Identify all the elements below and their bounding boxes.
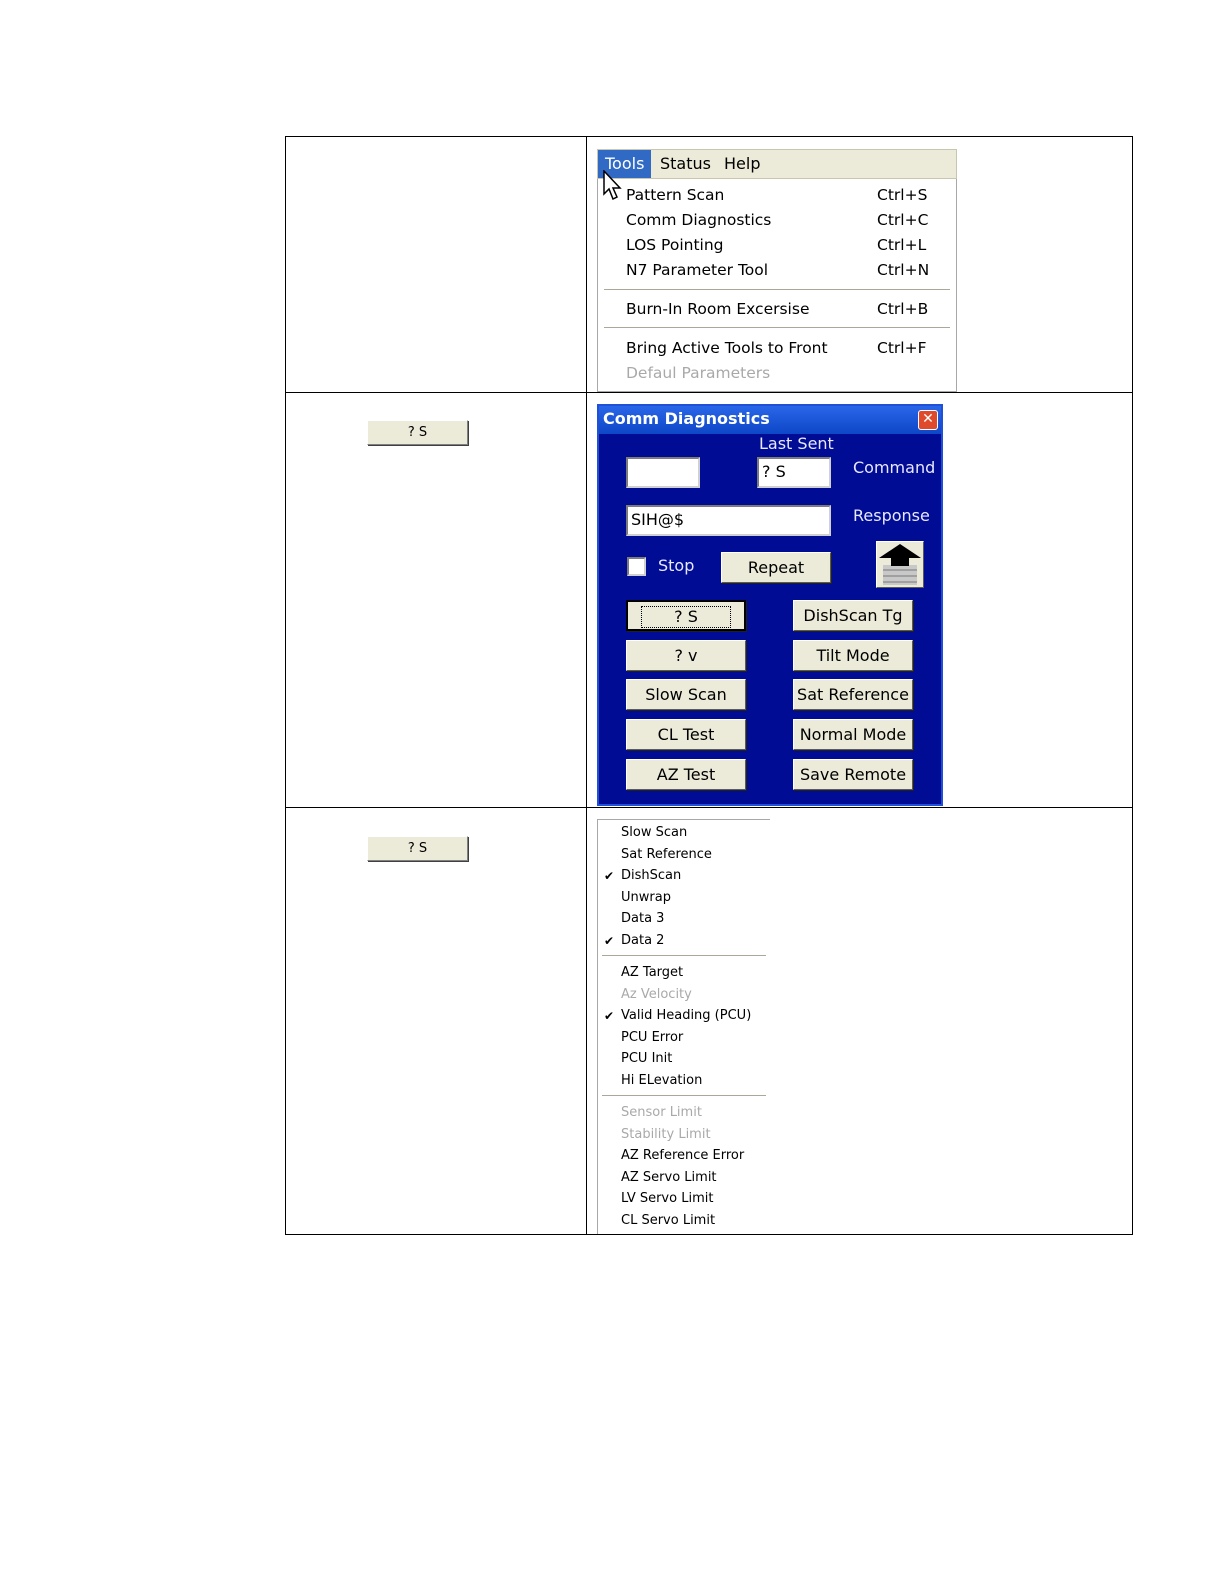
menu-tools[interactable]: Tools [598,150,651,178]
menu-item-bring-to-front[interactable]: Bring Active Tools to Front [626,339,828,357]
close-icon[interactable]: ✕ [918,410,938,430]
status-item-az-reference-error[interactable]: AZ Reference Error [621,1148,745,1163]
query-v-button[interactable]: ? v [626,640,746,671]
menu-separator [602,1095,766,1099]
query-s-button[interactable] [626,600,746,631]
shortcut-label: Ctrl+B [877,300,929,318]
status-item-cl-servo-limit[interactable]: CL Servo Limit [621,1213,716,1228]
dishscan-tg-button[interactable]: DishScan Tg [793,600,913,631]
status-item-valid-heading[interactable]: Valid Heading (PCU) [621,1008,752,1023]
title-bar[interactable] [599,406,941,434]
menu-help[interactable]: Help [724,154,761,173]
shortcut-label: Ctrl+L [877,236,927,254]
menu-separator [604,289,950,293]
up-arrow-icon [877,542,923,587]
shortcut-label: Ctrl+S [877,186,928,204]
menu-separator [604,327,950,331]
response-label: Response [853,506,930,525]
menu-status[interactable]: Status [660,154,711,173]
shortcut-label: Ctrl+N [877,261,930,279]
shortcut-label: Ctrl+C [877,211,929,229]
query-s-label: ? S [641,606,731,628]
status-item-lv-servo-limit[interactable]: LV Servo Limit [621,1191,714,1206]
table-column-divider [586,136,587,1235]
menu-separator [602,955,766,959]
menu-bar [597,149,957,179]
save-remote-button[interactable]: Save Remote [793,759,913,790]
status-item-dishscan[interactable]: DishScan [621,868,682,883]
check-icon: ✔ [604,869,615,883]
last-sent-label: Last Sent [759,434,834,453]
menu-item-n7-parameter-tool[interactable]: N7 Parameter Tool [626,261,769,279]
status-item-data-2[interactable]: Data 2 [621,933,665,948]
status-item-az-velocity: Az Velocity [621,987,692,1002]
response-field: SIH@$ [626,505,831,536]
shortcut-label: Ctrl+F [877,339,927,357]
check-icon: ✔ [604,1009,615,1023]
menu-item-comm-diagnostics[interactable]: Comm Diagnostics [626,211,772,229]
status-item-stability-limit: Stability Limit [621,1127,711,1142]
status-item-az-servo-limit[interactable]: AZ Servo Limit [621,1170,717,1185]
table-row-divider [285,807,1133,808]
tilt-mode-button[interactable]: Tilt Mode [793,640,913,671]
tools-dropdown [597,179,957,392]
normal-mode-button[interactable]: Normal Mode [793,719,913,750]
az-test-button[interactable]: AZ Test [626,759,746,790]
status-item-az-target[interactable]: AZ Target [621,965,684,980]
repeat-button[interactable]: Repeat [721,552,831,583]
query-status-button[interactable]: ? S [367,836,468,861]
status-item-hi-elevation[interactable]: Hi ELevation [621,1073,703,1088]
status-item-pcu-init[interactable]: PCU Init [621,1051,673,1066]
sat-reference-button[interactable]: Sat Reference [793,679,913,710]
status-item-data-3[interactable]: Data 3 [621,911,665,926]
status-item-sensor-limit: Sensor Limit [621,1105,702,1120]
stop-label: Stop [658,556,695,575]
command-input[interactable] [626,457,700,488]
slow-scan-button[interactable]: Slow Scan [626,679,746,710]
menu-item-burn-in[interactable]: Burn-In Room Excersise [626,300,810,318]
status-item-pcu-error[interactable]: PCU Error [621,1030,684,1045]
cl-test-button[interactable]: CL Test [626,719,746,750]
status-item-sat-reference[interactable]: Sat Reference [621,847,712,862]
last-sent-field: ? S [757,457,831,488]
check-icon: ✔ [604,934,615,948]
command-label: Command [853,458,936,477]
menu-item-los-pointing[interactable]: LOS Pointing [626,236,724,254]
send-arrow-button[interactable] [876,541,924,588]
status-item-unwrap[interactable]: Unwrap [621,890,671,905]
menu-item-default-parameters: Defaul Parameters [626,364,771,382]
stop-checkbox[interactable] [627,557,646,576]
window-title: Comm Diagnostics [603,409,770,428]
status-item-slow-scan[interactable]: Slow Scan [621,825,688,840]
table-row-divider [285,392,1133,393]
menu-item-pattern-scan[interactable]: Pattern Scan [626,186,725,204]
mouse-cursor-icon [603,170,625,204]
query-status-button[interactable]: ? S [367,420,468,445]
